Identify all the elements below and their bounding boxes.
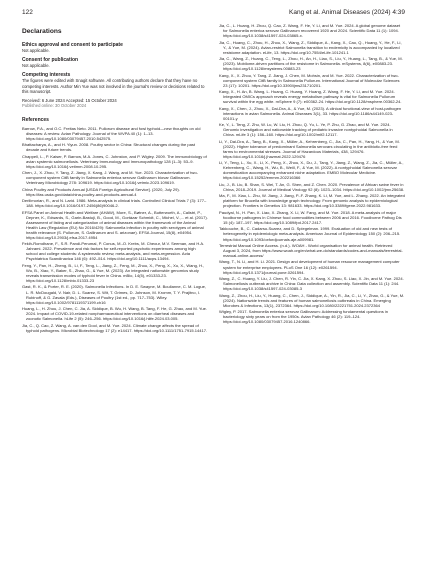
reference-entry: China Poultry and Products Annual [USDA Foreign Agricultural Service]. (2020, July 29). https://fas.usda.gov/data/china-poultry-and-products-annual-4 [22,186,180,197]
reference-entry: Kang, X., X. Zhou, Y. Tang, Z. Jiang, J. Chen, M. Mohsin, and M. Yue. 2022. Characterization of two-component system CitB family in Salmonella Pullorum. International Journal of Molecular Sciences 23 (17): 10201. https://doi.org/10.3390/ijms231710201. [219,72,400,88]
reference-entry: Kang, X., Chen, J., Zhou, X., Dai-Dra, A., & Yue, M. (2023). A clinical functional-view of host-pathogen interactions in avian Salmonella. Animal Diseases 3(1), 33. https://doi.org/10.1186/s44149-023-00101-y [219,105,402,121]
reference-entry: Jia, C., Huang, C., Zhou, H., Zhou, X., Wang, Z., Siddique, A., Kang, X., Cao, Q., Huang, Y., He, F., Li, Y., & Yue, M. (2024). Avian-restrict Salmonella transition to endemicity is accompanied by localized resistome adaptation. eLife, 13. https://doi.org/10.7554/eLife.101241.1 [219,39,402,55]
reference-entry: Bhattacharya, A., and H. Yiyun. 2008. Poultry sector in China: Structural changes during the past decade and future trends. [22,142,195,153]
reference-entry: Wang, T., N. Li, and H. Li. 2021. Design and development of human resource management computer system for enterprise employees. PLoS One 16 (12): e0261594. https://doi.org/10.1371/journal.pone.0261594. [219,259,400,275]
reference-entry: Jia, C., Wang, Z., Huang, C., Teng, L., Zhou, H., An, H., Liao, S., Liu, Y., Huang, L., Tang, B., & Yue, M. (2023). Mobilome-driven partitions of the resistome in Salmonella. mSystems, 8(6), e00883-23. https://doi.org/10.1128/msystems.00883-23 [219,56,403,72]
reference-entry: Wang, Z., C. Huang, Y. Liu, J. Chen, R. Yin, C. Jia, X. Kang, X. Zhou, S. Liao, X. Jin, and M. Yue. 2024. Salmonellosis outbreak archive in China: Data collection and assembly. Scientific Data 11 (1): 244. https://doi.org/10.1038/s41597-024-03085-3 [219,276,404,292]
running-citation: Kang et al. Animal Diseases (2024) 4:39 [289,9,405,16]
ethics-text: Not applicable. [22,48,50,53]
reference-entry: Jia, C., Q. Cao, Z. Wang, A. van den Dool, and M. Yue. 2024. Climate change affects the spread of typhoid pathogens. Microbial Biotechnology 17 (2): e14417. https://doi.org/10.1111/1751-7915.14417. [22,322,208,333]
published-date: Published online: 30 October 2024 [22,103,87,109]
reference-entry: Liu, J., B. Liu, B. Shan, S. Wei, T. An, G. Shen, and Z. Chen. 2020. Prevalence of African swine fever in China, 2018–2019. Journal of Medical Virology 92 (8): 1023–1034. https://doi.org/10.1002/jmv.25638. [219,181,405,192]
received-dates: Received: 6 June 2024 Accepted: 15 October 2024 [22,98,117,104]
reference-entry: Fekih-Romdhane, F., S.R. Pandi-Perumal, P. Conus, M.-O. Krebs, M. Cheour, M.V. Seeman, and H.A. Jahrami. 2022. Prevalence and risk factors for self-reported psychotic experiences among high school and college students: A systematic review, meta-analysis, and meta-regression. Acta Psychiatrica Scandinavica 146 (6): 492–514. https://doi.org/10.1111/acps.13494. [22,241,205,262]
reference-entry: EFSA Panel on Animal Health and Welfare (AHAW), More, S., Bøtner, A., Butterworth, A., Calistri, P., Depner, K., Edwards, S., Garin-Bastuji, B., Good, M., Gortázar Schmidt, C., Michel, V.,... et al. (2017). Assessment of listing and categorization of animal diseases within the framework of the Animal Health Law (Regulation (EU) No 2016/429): Salmonella infection in poultry with serotypes of animal health relevance (S. Pullorum, S. Gallinarum and S. arizonae). EFSA Journal, 15(8), e04954. https://doi.org/10.2903/j.efsa.2017.4954 [22,209,208,240]
reference-entry: Li, Y., Teng, L., Xu, X., Li, X., Peng, X., Zhou, X., Du, J., Tang, Y., Jiang, Z., Wang, Z., Jia, C., Müller, A., Kehrenberg, C., Wang, H., Wu, B., Weill, F., & Yue, M. (2022). A nontyphoidal Salmonella serovar domestication accompanying enhanced niche adaptation. EMBO Molecular Medicine. https://doi.org/10.15252/emmm.202216366 [219,160,404,181]
reference-entry: Huang, L., H. Zhou, J. Chen, C. Jia, A. Siddique, B. Wu, H. Wang, B. Tang, F. He, G. Zhao, and M. Yue. 2024. Impact of COVID-19-related nonpharmaceutical interventions on diarrheal diseases and zoonotic Salmonella. hLife 2 (5): 246–256. https://doi.org/10.1016/j.hlife.2024.03.005. [22,306,207,322]
reference-entry: Gast, R. K., & Porter, R. E. (2020). Salmonella Infections. In D. E. Swayne, M. Boulianne, C. M. Logue, L. R. McDougald, V. Nair, D. L. Suarez, S. Wit, T. Grimes, D. Johnson, M. Kromm, T. Y. Prajitno, I. Rubinoff, & G. Zavala (Eds.), Diseases of Poultry (1st ed., pp. 717–753). Wiley. https://doi.org/10.1002/9781119371199.ch16 [22,284,206,305]
references-heading: References [22,117,49,124]
page-number: 122 [22,9,33,16]
references-list-left [22,126,208,333]
reference-entry: Li, Y., Dai-Dra, A., Tang, B., Kang, X., Müller, A., Kehrenberg, C., Jia, C., Pan, H., Yang, H., & Yue, M. (2022). Higher tolerance of predominant Salmonella serovars circulating in the antibiotic-free feed farms to environmental stresses. Journal of Hazardous Materials, 438, 129476. https://doi.org/10.1016/j.jhazmat.2022.129476 [219,138,400,159]
reference-entry: Takkouche, B., C. Cadarso-Suarez, and D. Spiegelman. 1999. Evaluation of old and new tests of heterogeneity in epidemiologic meta-analysis. American Journal of Epidemiology 150 (2): 206–215. https://doi.org/10.1093/oxfordjournals.aje.a009981. [219,226,401,242]
left-column [22,28,208,334]
reference-entry: Kang, X., H. An, B. Wang, L. Huang, C. Huang, Y. Huang, Z. Wang, F. He, Y. Li, and M. Yue. 2024. Integrated OMICs approach reveals energy metabolism pathway is vital for Salmonella Pullorum survival within the egg white. mSphere 9 (7): e00362-24. https://doi.org/10.1128/msphere.00362-24. [219,89,402,105]
declarations-heading: Declarations [22,28,62,35]
right-column [219,23,405,326]
reference-entry: Ke, Y., L. Teng, Z. Zhu, W. Lu, W. Liu, H. Zhou, Q. Yu, L. Ye, P. Zhu, G. Zhao, and M. Yue. 2024. Genomic investigation and nationwide tracking of pediatric invasive nontyphoidal Salmonella in China. mLife 3 (1): 156–160. https://doi.org/10.1002/mlf2.12117. [219,122,393,138]
reference-entry: Ma, F., M. Xiao, L. Zhu, W. Jiang, J. Jiang, P.-F. Zhang, K. Li, M. Yue, and L. Zhang. 2022. An integrated platform for Brucella with knowledge graph technology: From genomic analysis to epidemiological projection. Frontiers in Genetics 13: 981633. https://doi.org/10.3389/fgene.2022.981633. [219,193,405,209]
reference-entry: Jia, C., L. Huang, H. Zhou, Q. Cao, Z. Wang, F. He, Y. Li, and M. Yue. 2024. A global genome dataset for Salmonella enterica serovar Gallinarum recovered 1920 and 2024. Scientific Data 11 (1): 1094. https://doi.org/10.1038/s41597-024-03865-x. [219,23,401,39]
competing-heading: Competing interests [22,72,71,79]
dates-block [22,98,208,108]
consent-text: Not applicable. [22,63,50,69]
reference-entry: Chen, J., X. Zhou, Y. Tang, Z. Jiang, X. Kang, J. Wang, and M. Yue. 2023. Characterization of two-component system CitB family in Salmonella enterica serovar Gallinarum biovar Gallinarum. Veterinary Microbiology 278: 109619. https://doi.org/10.1016/j.vetmic.2023.109619. [22,170,198,186]
reference-entry: Chappell, L., P. Kaiser, P. Barrow, M.A. Jones, C. Johnston, and P. Wigley. 2009. The immunobiology of avian systemic salmonellosis. Veterinary Immunology and Immunopathology 128 (1–3): 53–9. https://doi.org/10.1016/j.vetimm.2008.10.295. [22,153,207,169]
reference-entry: Terrestrial Manual Online Access. (n.d.). WOAH - World organisation for animal health. Retrieved August 3, 2024, from https://www.woah.org/en/what-we-do/standards/codes-and-manuals/terrestrial-manual-online-access/ [219,242,403,259]
reference-entry: Derilimorian, R., and N. Larid. 1986. Meta-analysis in clinical trials. Controlled Clinical Trials 7 (3): 177–188. https://doi.org/10.1016/0197-2456(86)90046-2. [22,198,207,209]
competing-text: The figures were edited with Snagit software. All contributing authors declare that they have no competing interests. Author Min Yue was not involved in the journal's review or decisions related to this manuscript. [22,78,205,94]
reference-entry: Wigley, P. 2017. Salmonella enterica serovar Gallinarum: Addressing fundamental questions in bacteriology sixty years on from the 1950s. Avian Pathology 46 (2): 119–124. https://doi.org/10.1080/03079457.2016.1240866. [219,309,389,325]
ethics-heading: Ethics approval and consent to participate [22,42,123,48]
page-header [22,9,405,21]
reference-entry: Feng, Y., Pan, H., Zheng, B., Li, F., Teng, L., Jiang, Z., Feng, M., Zhou, X., Peng, X., Xu, X., Wang, H., Wu, B., Xiao, Y., Baker, S., Zhao, G., & Yue, M. (2023). An integrated nationwide genomics study reveals transmission modes of typhoid fever in China. mBio, 14(5), e01333-23. https://doi.org/10.1128/mbio.01333-23 [22,262,205,284]
reference-entry: Paudyal, N., H. Pan, X. Liao, X. Zhang, X. Li, W. Fang, and M. Yue. 2018. A meta-analysis of major foodborne pathogens in Chinese food commodities between 2006 and 2016. Foodborne Pathog Dis 15 (4): 187–197. https://doi.org/10.1089/fpd.2017.2417. [219,209,402,225]
references-list-right [219,23,405,324]
reference-entry: Barrow, P.A., and O.C. Freitas Neto. 2011. Pullorum disease and fowl typhoid—new thoughts on old diseases: A review. Avian Pathology: Journal of the WVPA 40 (1): 1–13. https://doi.org/10.1080/03079457.2010.542575. [22,125,201,141]
reference-entry: Wang, Z., Zhou, H., Liu, Y., Huang, C., Chen, J., Siddique, A., Yin, R., Jia, C., Li, Y., Zhao, G., & Yue, M. (2024). Nationwide trends and features of human salmonellosis outbreaks in China. Emerging Microbes & Infections, 13(1), 2372364. https://doi.org/10.1080/22221751.2024.2372364 [219,292,405,308]
consent-heading: Consent for publication [22,57,79,64]
